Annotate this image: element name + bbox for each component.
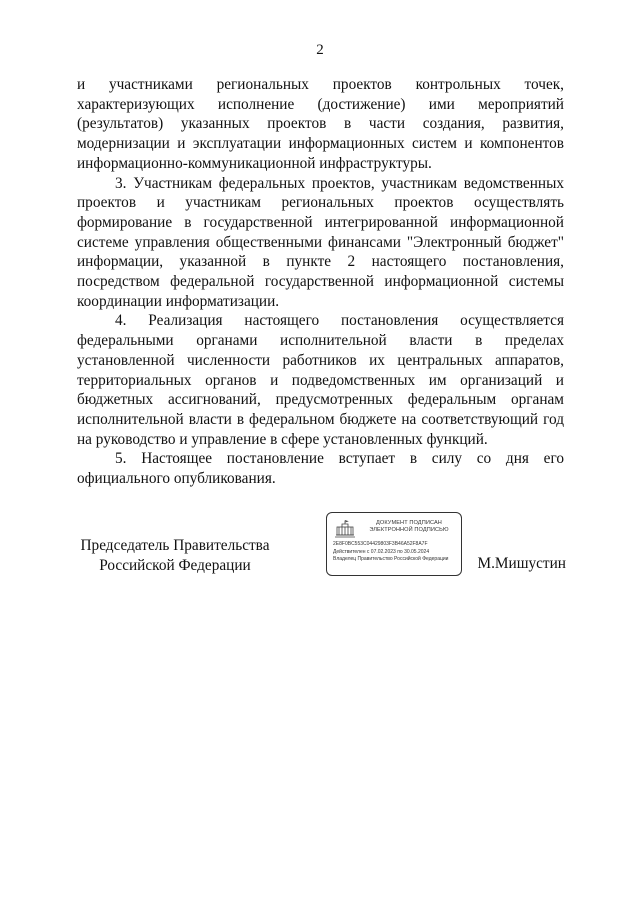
stamp-validity-period: Действителен с 07.02.2023 по 30.05.2024 [333, 549, 430, 555]
paragraph-continuation: и участниками региональных проектов контрольных точек, характеризующих исполнение (достижение) ими мероприятий (результатов) указанных проектов в части создания, развития, модернизации и эксплуатации информационных систем и компонентов информационно-коммуникационной инфраструктуры. [77, 76, 564, 172]
document-body [77, 75, 564, 489]
electronic-signature-stamp [326, 512, 462, 576]
signer-position-line-1: Председатель Правительства [80, 537, 270, 554]
signer-position-line-2: Российской Федерации [99, 556, 251, 574]
government-building-icon [333, 519, 357, 539]
signer-position [80, 536, 270, 575]
paragraph-item-3: 3. Участникам федеральных проектов, участникам ведомственных проектов и участникам региональных проектов осуществлять формирование в государственной интегрированной информационной системе управления общественными финансами "Электронный бюджет" информации, указанной в пункте 2 настоящего постановления, посредством федеральной государственной информационной системы координации информатизации. [77, 174, 564, 310]
signer-name: М.Мишустин [477, 555, 566, 572]
stamp-owner: Владелец Правительство Российской Федерации [333, 556, 449, 562]
paragraph-item-5: 5. Настоящее постановление вступает в силу со дня его официального опубликования. [77, 450, 564, 488]
page-number: 2 [316, 42, 324, 58]
stamp-certificate-number: 2E8F0BC553C04429803F3B46A52F8A7F [333, 541, 428, 547]
stamp-title: ДОКУМЕНТ ПОДПИСАН ЭЛЕКТРОННОЙ ПОДПИСЬЮ [369, 520, 449, 533]
paragraph-item-4: 4. Реализация настоящего постановления осуществляется федеральными органами исполнительной власти в пределах установленной численности работников их центральных аппаратов, территориальных органов и подведомственных им организаций и бюджетных ассигнований, предусмотренных федеральным органам исполнительной власти в федеральном бюджете на соответствующий год на руководство и управление в сфере установленных функций. [77, 312, 564, 448]
